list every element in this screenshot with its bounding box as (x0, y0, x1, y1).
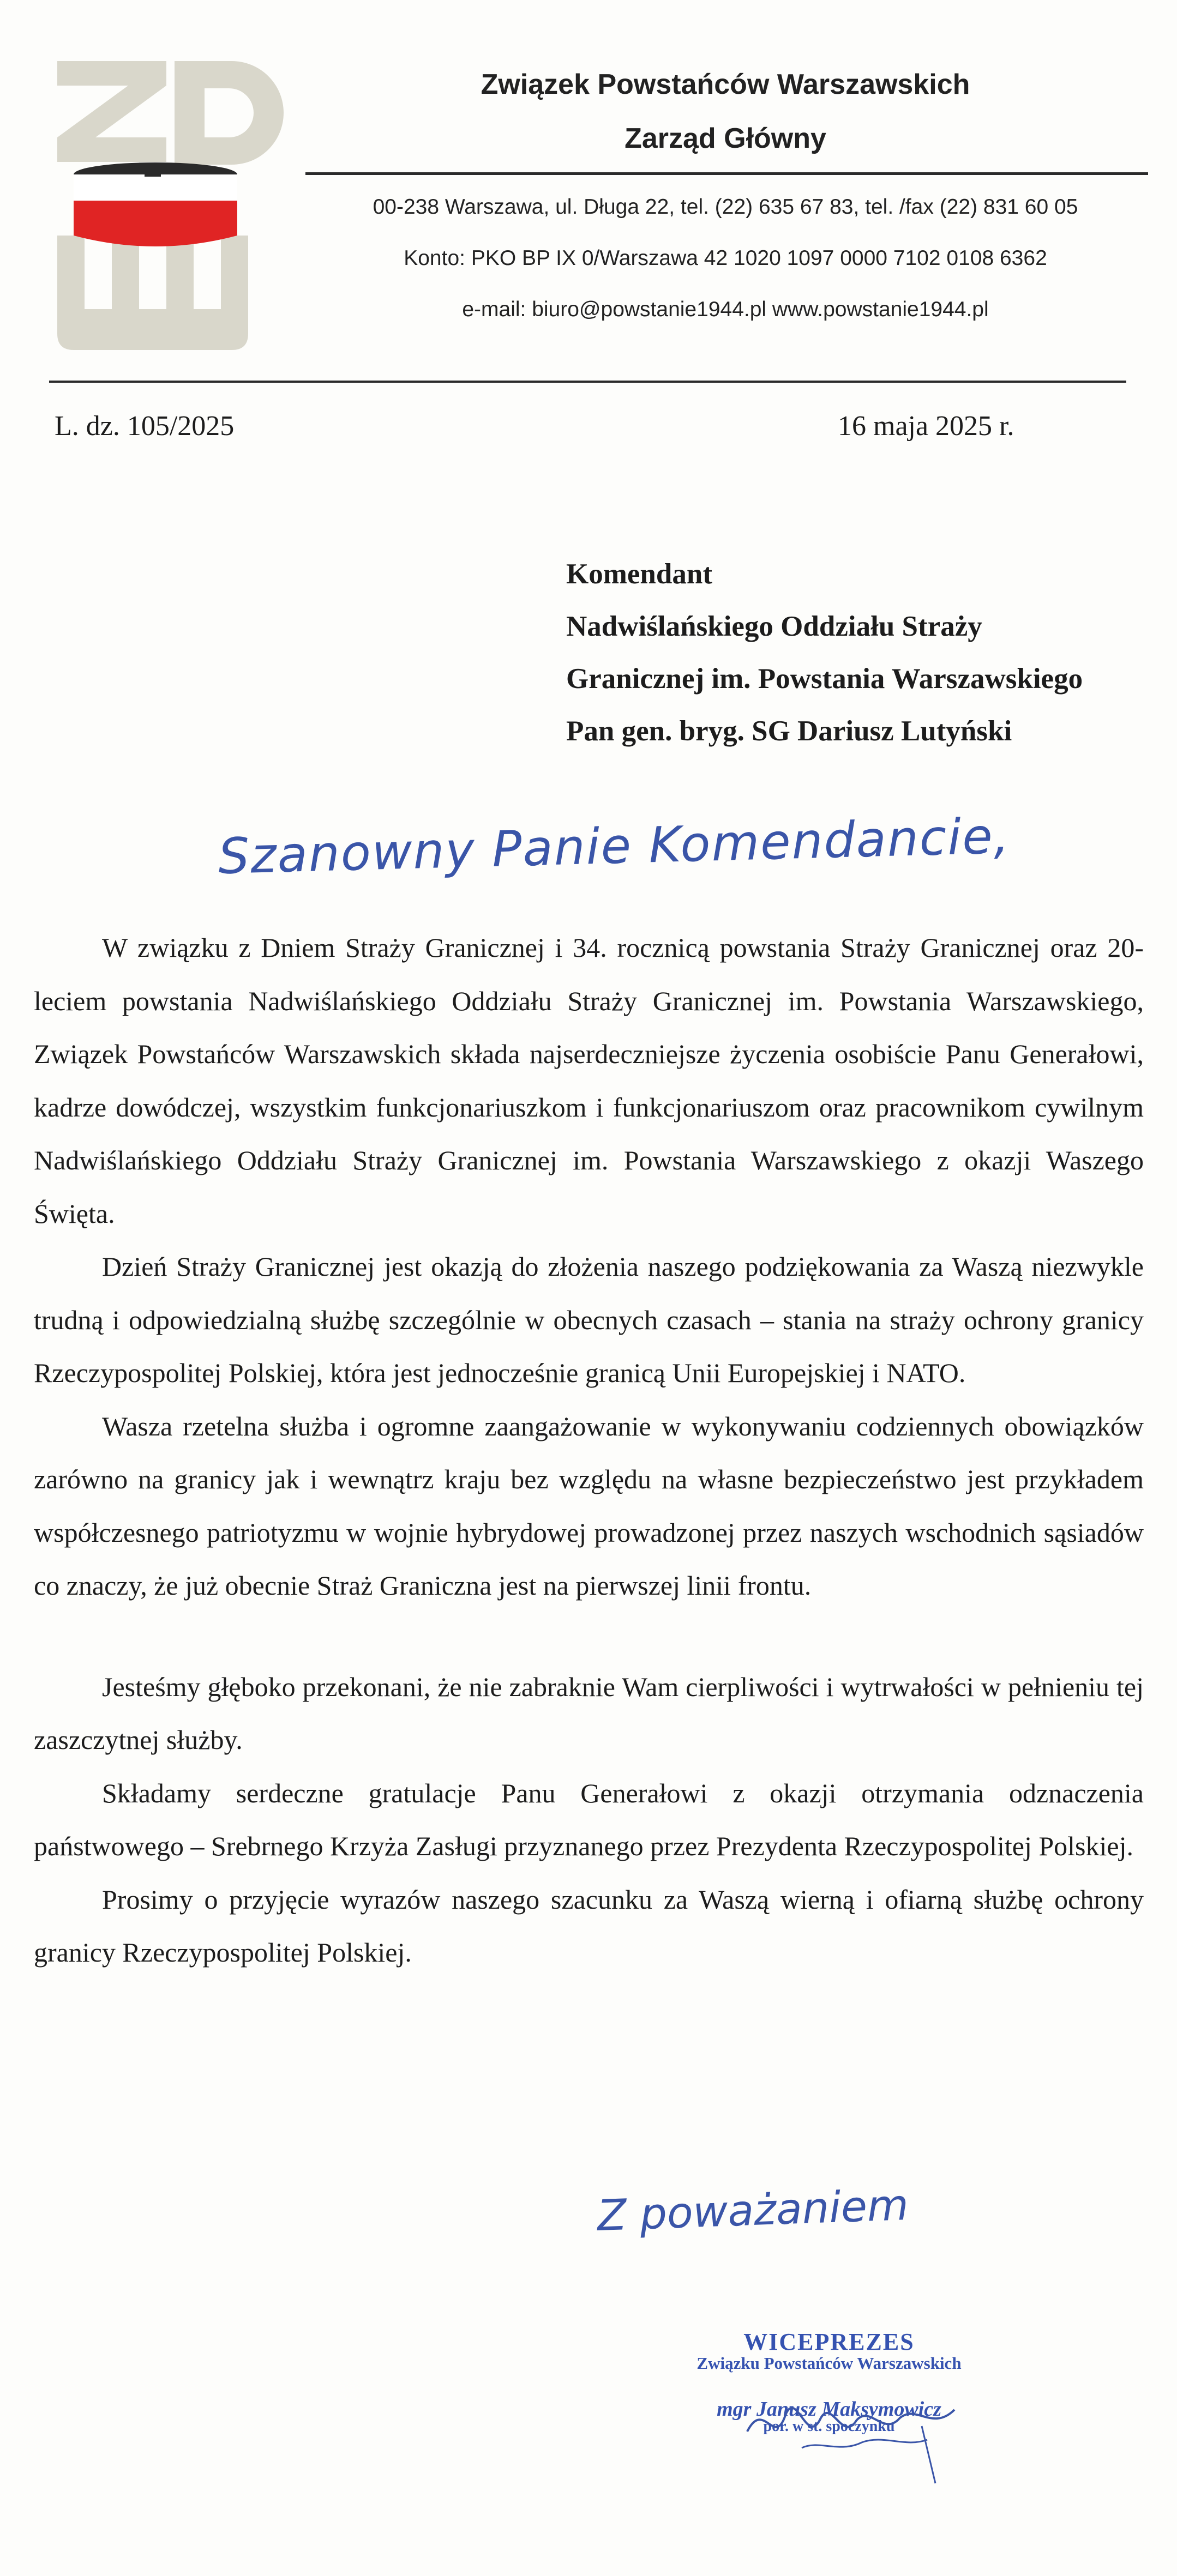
stamp-title: WICEPREZES (743, 2328, 915, 2355)
stamp-rank: por. w st. spoczynku (763, 2418, 895, 2435)
reference-number: L. dz. 105/2025 (55, 411, 235, 442)
flag-white (74, 174, 237, 201)
addressee-line: Granicznej im. Powstania Warszawskiego (566, 663, 1083, 695)
addressee-line: Nadwiślańskiego Oddziału Straży (566, 611, 982, 642)
letter-date: 16 maja 2025 r. (838, 411, 1014, 442)
handwritten-signature (725, 2366, 982, 2502)
paragraph: Dzień Straży Granicznej jest okazją do złożenia naszego podziękowania za Waszą niezwykle trudną i odpowiedzialną służbę szczególnie w obecnych czasach – stania na straży ochrony granicy Rzeczypospolitej Polskiej, która jest jednocześnie granicą Unii Europejskiej i NATO. (34, 1251, 1144, 1388)
account-line: Konto: PKO BP IX 0/Warszawa 42 1020 1097 0000 7102 0108 6362 (404, 246, 1047, 270)
letterhead-bottom-rule (49, 381, 1126, 383)
org-name: Związek Powstańców Warszawskich (481, 69, 970, 100)
paragraph: Prosimy o przyjęcie wyrazów naszego szacunku za Waszą wierną i ofiarną służbę ochrony granicy Rzeczypospolitej Polskiej. (34, 1884, 1144, 1968)
stamp-org: Związku Powstańców Warszawskich (696, 2354, 962, 2373)
email-line: e-mail: biuro@powstanie1944.pl www.powstanie1944.pl (462, 298, 989, 321)
paragraph: Składamy serdeczne gratulacje Panu Generałowi z okazji otrzymania odznaczenia państwowego – Srebrnego Krzyża Zasługi przyznanego przez Prezydenta Rzeczypospolitej Polskiej. (34, 1777, 1144, 1861)
stamp-name: mgr Janusz Maksymowicz (717, 2398, 941, 2421)
flag-red (74, 201, 237, 246)
zpw-logo (52, 61, 284, 350)
addressee-block (566, 548, 1083, 757)
paragraph: W związku z Dniem Straży Granicznej i 34. rocznicą powstania Straży Granicznej oraz 20-leciem powstania Nadwiślańskiego Oddziału Straży Granicznej im. Powstania Warszawskiego, Związek Powstańców Warszawskich składa najserdeczniejsze życzenia osobiście Panu Generałowi, kadrze dowódczej, wszystkim funkcjonariuszkom i funkcjonariuszom oraz pracownikom cywilnym Nadwiślańskiego Oddziału Straży Granicznej im. Powstania Warszawskiego z okazji Waszego Święta. (34, 932, 1144, 1229)
paragraph: Jesteśmy głęboko przekonani, że nie zabraknie Wam cierpliwości i wytrwałości w pełnieniu tej zaszczytnej służby. (34, 1671, 1144, 1755)
address-line: 00-238 Warszawa, ul. Długa 22, tel. (22) 635 67 83, tel. /fax (22) 831 60 05 (373, 195, 1078, 219)
handwritten-salutation: Szanowny Panie Komendancie, (217, 807, 1011, 885)
handwritten-closing: Z poważaniem (596, 2181, 910, 2241)
addressee-line: Pan gen. bryg. SG Dariusz Lutyński (566, 715, 1012, 747)
logo-letter-w (57, 236, 248, 350)
logo-letter-z (57, 61, 166, 162)
header-rule (305, 172, 1148, 175)
addressee-line: Komendant (566, 558, 712, 590)
contact-block (316, 196, 1134, 350)
letter-body (34, 921, 1144, 1980)
letterhead (316, 57, 1134, 156)
paragraph: Wasza rzetelna służba i ogromne zaangażowanie w wykonywaniu codziennych obowiązków zarówno na granicy jak i wewnątrz kraju bez względu na własne bezpieczeństwo jest przykładem współczesnego patriotyzmu w wojnie hybrydowej prowadzonej przez naszych wschodnich sąsiadów co znaczy, że już obecnie Straż Graniczna jest na pierwszej linii frontu. (34, 1410, 1144, 1601)
board-name: Zarząd Główny (624, 123, 826, 154)
